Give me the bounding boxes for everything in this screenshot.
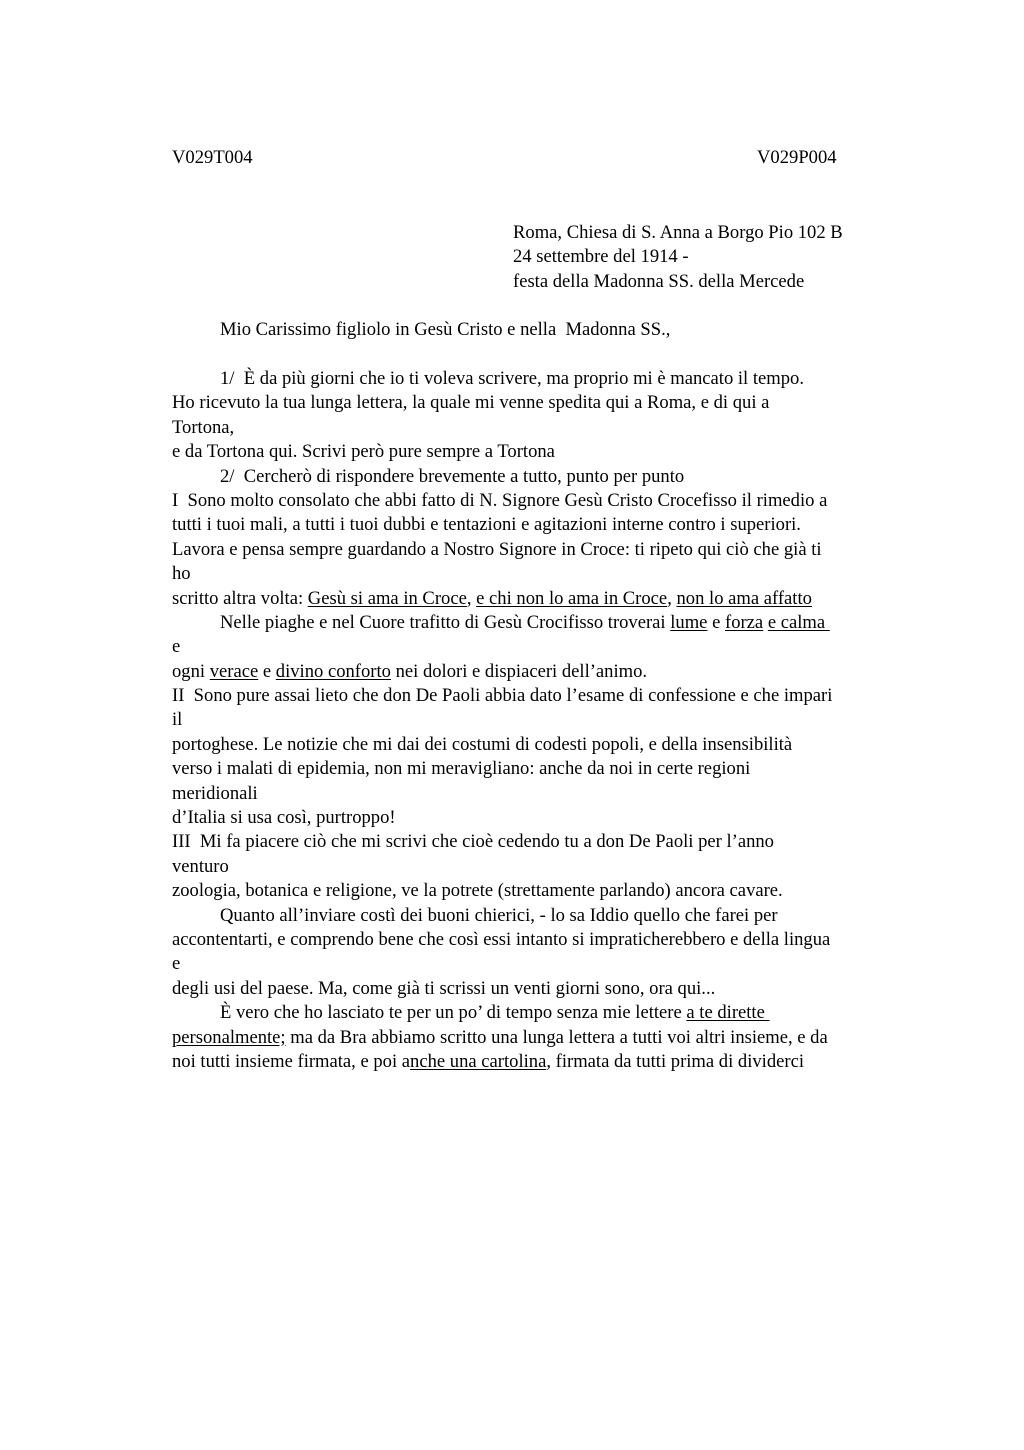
body-line (172, 660, 912, 684)
letter-body (172, 367, 912, 1074)
text-segment: d’Italia si usa così, purtroppo! (172, 807, 396, 829)
body-line (172, 513, 912, 537)
text-segment: scritto altra volta: (172, 587, 308, 609)
text-segment: nei dolori e dispiaceri dell’animo. (390, 660, 648, 682)
document-code-left: V029T004 (172, 147, 253, 168)
body-line (172, 1001, 912, 1025)
text-segment: venturo (172, 855, 229, 877)
body-line (172, 611, 912, 635)
body-line (172, 416, 912, 440)
body-line (172, 708, 912, 732)
body-line (172, 489, 912, 513)
text-segment: , firmata da tutti prima di dividerci (546, 1050, 804, 1072)
text-segment: , (466, 587, 477, 609)
body-line (172, 782, 912, 806)
text-segment: È vero che ho lasciato te per un po’ di tempo senza mie lettere (220, 1002, 687, 1024)
body-line (172, 440, 912, 464)
text-segment: ogni (172, 660, 210, 682)
text-segment: meridionali (172, 782, 258, 804)
body-line (172, 952, 912, 976)
body-line (172, 879, 912, 903)
text-segment: ho (172, 563, 191, 585)
text-segment: e (258, 660, 276, 682)
text-segment: Ho ricevuto la tua lunga lettera, la quale mi venne spedita qui a Roma, e di qui a (172, 392, 770, 414)
text-segment: I Sono molto consolato che abbi fatto di N. Signore Gesù Cristo Crocefisso il rimedio a (172, 489, 828, 511)
body-line (172, 391, 912, 415)
text-segment: Nelle piaghe e nel Cuore trafitto di Gesù Crocifisso troverai (220, 611, 671, 633)
underlined-text: non lo ama affatto (676, 587, 812, 609)
text-segment: accontentarti, e comprendo bene che così essi intanto si impraticherebbero e della lingua (172, 928, 831, 950)
body-line (172, 806, 912, 830)
underlined-text: forza (725, 611, 764, 633)
body-line (172, 1026, 912, 1050)
underlined-text: verace (209, 660, 259, 682)
text-segment: noi tutti insieme firmata, e poi a (172, 1050, 411, 1072)
text-segment: verso i malati di epidemia, non mi meravigliano: anche da noi in certe regioni (172, 758, 751, 780)
text-segment: e (172, 953, 181, 975)
body-line (172, 587, 912, 611)
body-line (172, 977, 912, 1001)
text-segment: , (667, 587, 677, 609)
text-segment: Quanto all’inviare costì dei buoni chierici, - lo sa Iddio quello che farei per (220, 904, 778, 926)
underlined-text: Gesù si ama in Croce (307, 587, 467, 609)
underlined-text: lume (670, 611, 708, 633)
body-line (172, 465, 912, 489)
dateline-place: Roma, Chiesa di S. Anna a Borgo Pio 102 B (513, 222, 843, 243)
body-line (172, 635, 912, 659)
text-segment: e (707, 611, 725, 633)
text-segment: degli usi del paese. Ma, come già ti scrissi un venti giorni sono, ora qui... (172, 977, 716, 999)
body-line (172, 367, 912, 391)
underlined-text: a te dirette (686, 1002, 770, 1024)
dateline-feast: festa della Madonna SS. della Mercede (513, 270, 805, 292)
underlined-text: divino conforto (275, 660, 391, 682)
document-code-right: V029P004 (757, 147, 837, 168)
body-line (172, 757, 912, 781)
text-segment: il (172, 709, 183, 731)
text-segment: 1/ È da più giorni che io ti voleva scrivere, ma proprio mi è mancato il tempo. (220, 368, 804, 389)
text-segment: zoologia, botanica e religione, ve la potrete (strettamente parlando) ancora cavare. (172, 880, 783, 902)
text-segment: portoghese. Le notizie che mi dai dei costumi di codesti popoli, e della insensibilità (172, 733, 793, 755)
body-line (172, 904, 912, 928)
salutation-block (172, 318, 912, 342)
text-segment: 2/ Cercherò di rispondere brevemente a tutto, punto per punto (220, 465, 685, 487)
text-segment: ma da Bra abbiamo scritto una lunga lettera a tutti voi altri insieme, e da (285, 1026, 828, 1048)
text-segment: Tortona, (172, 416, 235, 438)
text-segment: tutti i tuoi mali, a tutti i tuoi dubbi e tentazioni e agitazioni interne contro i superiori. (172, 514, 801, 536)
dateline-date: 24 settembre del 1914 - (513, 246, 689, 268)
salutation: Mio Carissimo figliolo in Gesù Cristo e nella Madonna SS., (220, 319, 671, 340)
text-segment: e (172, 636, 181, 658)
text-segment: II Sono pure assai lieto che don De Paoli abbia dato l’esame di confessione e che impari (172, 685, 833, 707)
dateline (513, 221, 843, 294)
underlined-text: nche una cartolina (410, 1050, 547, 1072)
text-segment: e da Tortona qui. Scrivi però pure sempre a Tortona (172, 441, 555, 463)
body-line (172, 733, 912, 757)
body-line (172, 538, 912, 562)
body-line (172, 684, 912, 708)
body-line (172, 1050, 912, 1074)
text-segment: III Mi fa piacere ciò che mi scrivi che cioè cedendo tu a don De Paoli per l’anno (172, 831, 774, 853)
underlined-text: e chi non lo ama in Croce (476, 587, 668, 609)
text-segment: Lavora e pensa sempre guardando a Nostro Signore in Croce: ti ripeto qui ciò che già ti (172, 538, 822, 560)
underlined-text: e calma (767, 611, 830, 633)
body-line (172, 830, 912, 854)
underlined-text: personalmente; (172, 1026, 286, 1048)
body-line (172, 855, 912, 879)
body-line (172, 928, 912, 952)
body-line (172, 562, 912, 586)
